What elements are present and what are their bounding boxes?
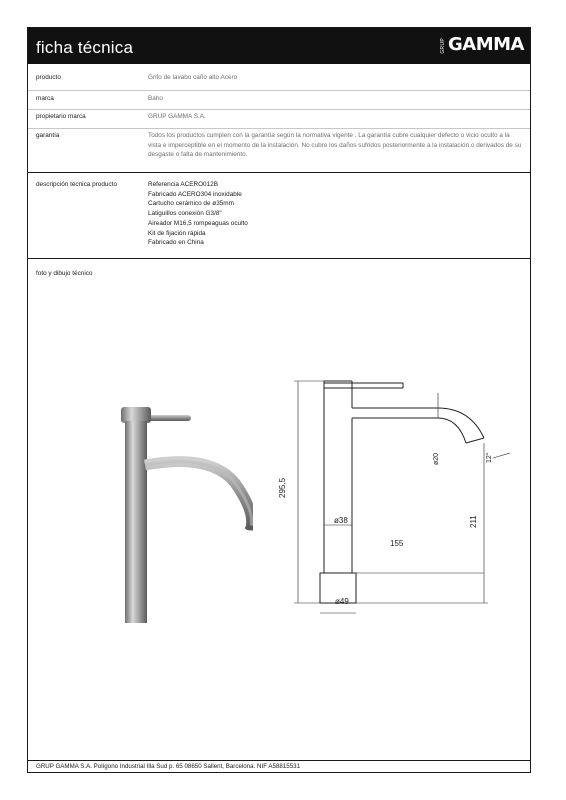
technical-drawing <box>288 373 528 623</box>
description-line: Cartucho cerámico de ø35mm <box>148 200 234 208</box>
logo-text: GAMMA <box>448 34 524 55</box>
divider <box>28 90 530 91</box>
spec-sheet <box>27 27 531 773</box>
description-line: Fabricado en China <box>148 239 204 247</box>
field-value: Todos los productos cumplen con la garantía según la normativa vigente . La garantía cubre cualquier defecto o vicio oculto a la vista e imperceptible en el momento de la instalación. No cubre los daños sufridos posteriormente a la instalación o derivados de su desgaste o falta de mantenimiento. <box>148 132 522 159</box>
faucet-body <box>125 421 147 623</box>
footer-text: GRUP GAMMA S.A. Polígono Industrial Illa Sud p. 65 08650 Sallent, Barcelona. NIF A58815531 <box>36 763 301 770</box>
field-label: garantía <box>36 132 60 139</box>
field-label: producto <box>36 74 61 81</box>
description-list <box>148 180 524 248</box>
dim-body-diam: ø38 <box>334 516 348 525</box>
footer <box>28 760 530 772</box>
dim-angle: 12° <box>486 452 493 463</box>
dim-height-total: 295,5 <box>278 477 287 498</box>
divider <box>28 109 530 110</box>
dim-reach: 155 <box>390 539 404 548</box>
field-label: propietario marca <box>36 113 86 120</box>
product-photo <box>83 373 253 623</box>
divider <box>28 128 530 129</box>
description-line: Aireador M16,5 rompeaguas oculto <box>148 219 248 227</box>
field-value: Grifo de lavabo caño alto Acero <box>148 74 238 81</box>
field-label: marca <box>36 95 54 102</box>
field-value: Baho <box>148 95 163 102</box>
dim-base-diam: ø49 <box>335 597 349 606</box>
header-bar <box>28 28 530 64</box>
photo-section-label: foto y dibujo técnico <box>36 270 93 277</box>
grup-gamma-logo <box>441 36 524 54</box>
divider <box>28 172 530 173</box>
dim-outlet-diam: ø20 <box>433 452 440 465</box>
description-line: Kit de fijación rápida <box>148 229 206 237</box>
divider <box>28 258 530 259</box>
description-line: Fabricado ACERO304 inoxidable <box>148 190 242 198</box>
field-value: GRUP GAMMA S.A. <box>148 113 206 120</box>
page-title: ficha técnica <box>36 38 134 57</box>
field-label: descripción técnica producto <box>36 181 117 188</box>
description-line: Referencia ACERO012B <box>148 181 218 188</box>
dim-spout-height: 211 <box>469 515 478 528</box>
logo-small-text: GRUP <box>440 38 447 54</box>
description-line: Latiguillos conexión G3/8" <box>148 210 222 218</box>
